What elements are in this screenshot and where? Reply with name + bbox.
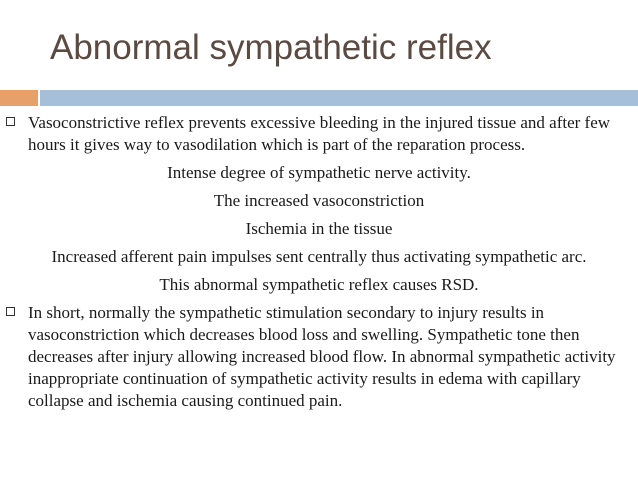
bullet-item — [0, 302, 638, 412]
step-line: Ischemia in the tissue — [245, 219, 393, 238]
square-bullet-icon — [6, 117, 15, 126]
square-bullet-icon — [6, 307, 15, 316]
accent-bar-blue — [40, 90, 638, 106]
bullet-text: In short, normally the sympathetic stimulation secondary to injury results in vasoconstriction which decreases blood loss and swelling. Sympathetic tone then decreases after injury allowing increased blood flow. In abnormal sympathetic activity inappropriate continuation of sympathetic activity results in edema with capillary collapse and ischemia causing continued pain. — [28, 303, 616, 410]
accent-bar-orange — [0, 90, 38, 106]
step-line: Increased afferent pain impulses sent centrally thus activating sympathetic arc. — [51, 247, 587, 266]
slide-title: Abnormal sympathetic reflex — [50, 28, 492, 67]
step-line: The increased vasoconstriction — [213, 191, 425, 210]
bullet-text: Vasoconstrictive reflex prevents excessive bleeding in the injured tissue and after few hours it gives way to vasodilation which is part of the reparation process. — [28, 113, 611, 154]
step-line: This abnormal sympathetic reflex causes RSD. — [159, 275, 479, 294]
bullet-item — [0, 112, 638, 156]
slide-content — [0, 112, 638, 412]
step-line: Intense degree of sympathetic nerve activity. — [167, 163, 471, 182]
